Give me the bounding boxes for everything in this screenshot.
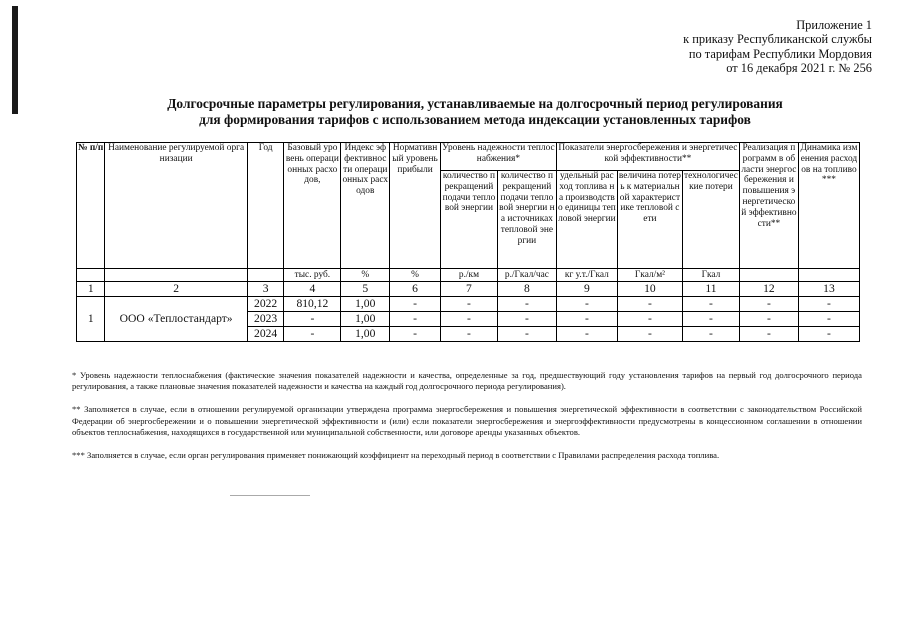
- footnote-reliability: * Уровень надежности теплоснабжения (фактические значения показателей надежности и качества, определенные за год, предшествующий году установления тарифов на первый год долгосрочного периода регулирования, а также плановые значения показателей надежности и качества на каждый год долгосрочного периода регулирования).: [72, 370, 862, 392]
- header-base-costs: Базовый уровень операционных расходов,: [284, 143, 341, 269]
- unit-cell: р./км: [440, 269, 497, 282]
- value-cell: -: [440, 327, 497, 342]
- unit-cell: [798, 269, 859, 282]
- header-reliability-sub2: количество прекращений подачи тепловой энергии на источниках тепловой энергии: [497, 171, 556, 269]
- header-energy-sub3: технологические потери: [682, 171, 739, 269]
- header-energy-sub2: величина потерь к материальной характеристике тепловой сети: [617, 171, 682, 269]
- header-normative-profit: Нормативный уровень прибыли: [390, 143, 441, 269]
- appendix-line: Приложение 1: [796, 18, 872, 32]
- document-title: [60, 96, 890, 128]
- unit-cell: Гкал: [682, 269, 739, 282]
- footnote-energy-programs: ** Заполняется в случае, если в отношении регулируемой организации утверждена программа энергосбережения и повышения энергетической эффективности в соответствии с законодательством Российской Федерации об энергосбережении и о повышении энергетической эффективности и (или) если показатели энергосбережения и энергоэффективности предусмотрены в концессионном соглашении в отношении объектов теплоснабжения, находящихся в государственной или муниципальной собственности, или договоре аренды указанных объектов.: [72, 404, 862, 437]
- column-number: 9: [556, 282, 617, 297]
- column-number: 6: [390, 282, 441, 297]
- year-cell: 2024: [247, 327, 284, 342]
- profit-cell: -: [390, 297, 441, 312]
- value-cell: -: [556, 327, 617, 342]
- value-cell: -: [798, 327, 859, 342]
- parameters-table: [76, 142, 860, 342]
- header-programs: Реализация программ в области энергосбережения и повышения энергетической эффективности**: [739, 143, 798, 269]
- column-number: 5: [341, 282, 390, 297]
- value-cell: -: [739, 327, 798, 342]
- value-cell: -: [440, 297, 497, 312]
- profit-cell: -: [390, 312, 441, 327]
- value-cell: -: [497, 327, 556, 342]
- index-cell: 1,00: [341, 312, 390, 327]
- year-cell: 2022: [247, 297, 284, 312]
- value-cell: -: [739, 312, 798, 327]
- year-cell: 2023: [247, 312, 284, 327]
- unit-cell: кг у.т./Гкал: [556, 269, 617, 282]
- appendix-line: по тарифам Республики Мордовия: [688, 46, 872, 61]
- value-cell: -: [682, 327, 739, 342]
- title-line: для формирования тарифов с использованием метода индексации установленных тарифов: [199, 112, 751, 127]
- header-efficiency-index: Индекс эффективности операционных расходов: [341, 143, 390, 269]
- header-reliability-sub1: количество прекращений подачи тепловой энергии: [440, 171, 497, 269]
- value-cell: -: [682, 297, 739, 312]
- column-number: 7: [440, 282, 497, 297]
- unit-cell: [77, 269, 105, 282]
- column-number: 10: [617, 282, 682, 297]
- value-cell: -: [617, 297, 682, 312]
- base-costs-cell: 810,12: [284, 297, 341, 312]
- divider: [230, 495, 310, 496]
- value-cell: -: [798, 297, 859, 312]
- unit-cell: %: [341, 269, 390, 282]
- header-num: № п/п: [77, 143, 105, 269]
- value-cell: -: [556, 312, 617, 327]
- value-cell: -: [617, 327, 682, 342]
- table-row: [77, 297, 860, 312]
- value-cell: -: [682, 312, 739, 327]
- value-cell: -: [497, 312, 556, 327]
- column-number: 1: [77, 282, 105, 297]
- organization-name: ООО «Теплостандарт»: [105, 297, 247, 342]
- column-number: 11: [682, 282, 739, 297]
- unit-cell: р./Гкал/час: [497, 269, 556, 282]
- value-cell: -: [497, 297, 556, 312]
- value-cell: -: [798, 312, 859, 327]
- footnote-fuel: *** Заполняется в случае, если орган регулирования применяет понижающий коэффициент на переходный период в соответствии с Правилами распределения расхода топлива.: [72, 450, 720, 461]
- header-energy-efficiency: Показатели энергосбережения и энергетической эффективности**: [556, 143, 739, 171]
- base-costs-cell: -: [284, 327, 341, 342]
- index-cell: 1,00: [341, 327, 390, 342]
- row-number: 1: [77, 297, 105, 342]
- header-year: Год: [247, 143, 284, 269]
- column-number: 2: [105, 282, 247, 297]
- unit-cell: [105, 269, 247, 282]
- header-org: Наименование регулируемой организации: [105, 143, 247, 269]
- title-line: Долгосрочные параметры регулирования, устанавливаемые на долгосрочный период регулирования: [167, 96, 783, 111]
- value-cell: -: [440, 312, 497, 327]
- unit-cell: Гкал/м²: [617, 269, 682, 282]
- value-cell: -: [739, 297, 798, 312]
- header-reliability: Уровень надежности теплоснабжения*: [440, 143, 556, 171]
- column-number: 8: [497, 282, 556, 297]
- unit-cell: тыс. руб.: [284, 269, 341, 282]
- base-costs-cell: -: [284, 312, 341, 327]
- footnotes: [72, 370, 862, 473]
- value-cell: -: [617, 312, 682, 327]
- index-cell: 1,00: [341, 297, 390, 312]
- appendix-line: к приказу Республиканской службы: [683, 32, 872, 47]
- unit-cell: [739, 269, 798, 282]
- unit-cell: %: [390, 269, 441, 282]
- column-number: 4: [284, 282, 341, 297]
- appendix-header: [612, 18, 872, 76]
- header-energy-sub1: удельный расход топлива на производство единицы тепловой энергии: [556, 171, 617, 269]
- profit-cell: -: [390, 327, 441, 342]
- appendix-line: от 16 декабря 2021 г. № 256: [726, 61, 872, 76]
- column-number: 3: [247, 282, 284, 297]
- column-number: 13: [798, 282, 859, 297]
- binding-mark: [12, 6, 18, 114]
- header-fuel-dynamics: Динамика изменения расходов на топливо***: [798, 143, 859, 269]
- unit-cell: [247, 269, 284, 282]
- value-cell: -: [556, 297, 617, 312]
- column-number: 12: [739, 282, 798, 297]
